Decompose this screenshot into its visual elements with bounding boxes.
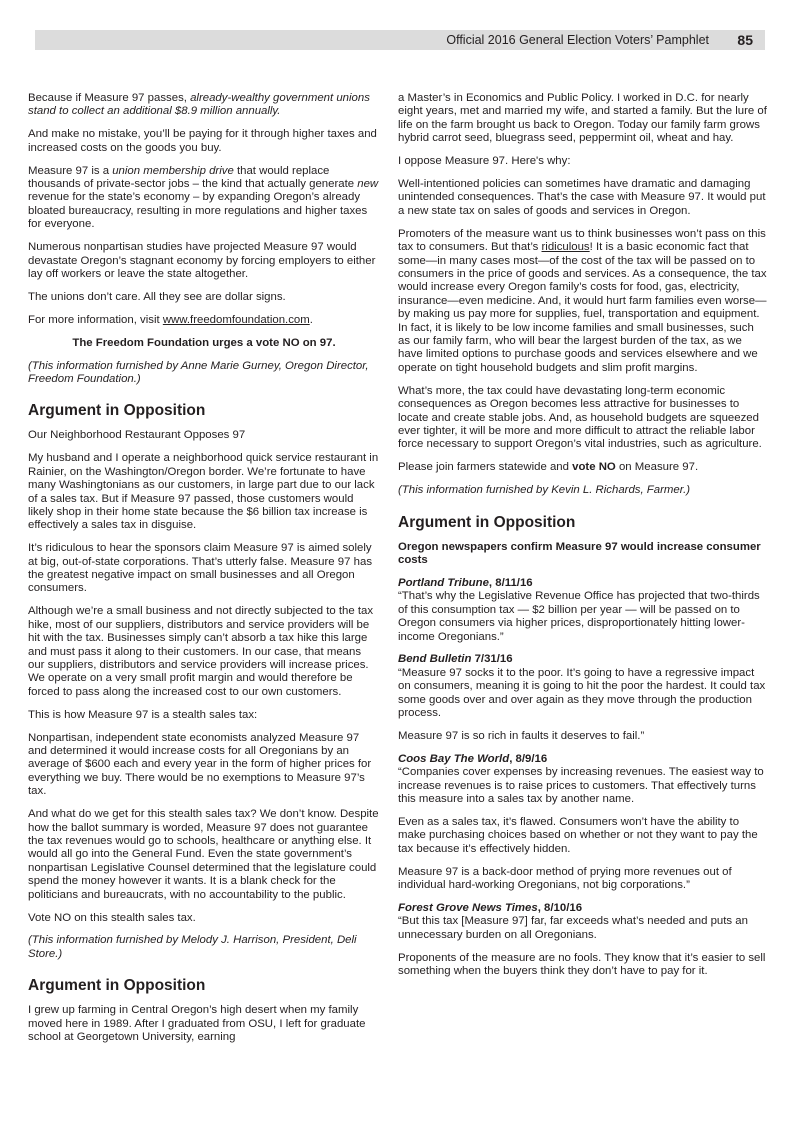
text-run: Although we’re a small business and not directly subjected to the tax hike, most of our suppliers, distributors and service providers will be hit with the tax. Businesses simply can’t absorb a tax hike this large and must pass it along to their customers. In our case, that means our suppliers, distributors and service providers will increase prices. We operate on a very small profit margin and would therefore be forced to pass along the increased cost to our own customers. bbox=[28, 605, 374, 698]
text-run: Coos Bay The World bbox=[398, 752, 510, 765]
text-run: Nonpartisan, independent state economists analyzed Measure 97 and determined it would increase costs for all Oregonians by an average of $600 each and every year in the form of higher prices for everything we buy. There would be no exemptions to Measure 97’s tax. bbox=[28, 731, 372, 798]
text-run: already-wealthy government unions stand to collect an additional $8.9 million annually. bbox=[28, 92, 370, 118]
text-run: What’s more, the tax could have devastating long-term economic consequences as Oregon becomes less attractive for businesses to locate and create stable jobs. And, as household budgets are squeezed ever tighter, it will be more and more difficult to attract the reliable labor force necessary to support Oregon’s vital industries, such as agriculture. bbox=[398, 384, 762, 451]
text-run: This is how Measure 97 is a stealth sales tax: bbox=[28, 708, 258, 721]
text-run: Please join farmers statewide and bbox=[398, 461, 573, 474]
text-run: . bbox=[309, 313, 313, 326]
paragraph bbox=[28, 291, 380, 304]
website-link[interactable]: www.freedomfoundation.com bbox=[162, 313, 310, 326]
paragraph bbox=[398, 816, 768, 856]
text-run: Proponents of the measure are no fools. They know that it’s easier to sell something when the buyers think they don’t have to pay for it. bbox=[398, 951, 766, 978]
paragraph bbox=[28, 542, 380, 596]
text-run: Argument in Opposition bbox=[28, 402, 206, 420]
text-run: I grew up farming in Central Oregon’s high desert when my family moved here in 1989. After I graduated from OSU, I left for graduate school at Georgetown University, earning bbox=[28, 1004, 366, 1044]
paragraph bbox=[28, 128, 380, 155]
paragraph bbox=[28, 165, 380, 232]
text-run: ridiculous bbox=[541, 241, 590, 254]
paragraph bbox=[28, 452, 380, 532]
text-run: I oppose Measure 97. Here's why: bbox=[398, 155, 571, 168]
text-run: (This information furnished by Melody J. Harrison, President, Deli Store.) bbox=[28, 934, 357, 960]
text-run: “That’s why the Legislative Revenue Office has projected that two-thirds of this consumption tax — $2 billion per year — will be passed on to Oregon consumers via higher prices, disproportionately hitting lower-income Oregonians.” bbox=[398, 590, 760, 643]
text-run: that would replace thousands of private-sector jobs – the kind that actually generate bbox=[28, 164, 358, 191]
text-run: Measure 97 is so rich in faults it deserves to fail.” bbox=[398, 729, 645, 742]
paragraph bbox=[398, 92, 768, 146]
paragraph bbox=[28, 92, 380, 119]
text-run: ! It is a basic economic fact that some—in many cases most—of the cost of the tax will be passed on to consumers in the price of goods and services. As a consequence, the tax would increase every Oregon family’s costs for food, gas, electricity, insurance—even medicine. And, it would hurt farm families even worse—by making us pay more for supplies, fuel, transportation and equipment. In fact, it is likely to be low income families and small businesses, such as our family farm, who will bear the largest burden of the tax, as we have limited options to purchase goods and services elsewhere and we operate on tight household budgets and slim profit margins. bbox=[398, 241, 767, 374]
text-run: a Master’s in Economics and Public Policy. I worked in D.C. for nearly eight years, met and married my wife, and started a family. But the lure of life on the farm brought us back to Oregon. Today our family farm grows hybrid carrot seed, bluegrass seed, peppermint oil, wheat and hay. bbox=[398, 92, 767, 145]
source-citation bbox=[398, 753, 768, 766]
paragraph bbox=[398, 461, 768, 474]
paragraph bbox=[398, 385, 768, 452]
paragraph bbox=[398, 667, 768, 721]
text-run: Well-intentioned policies can sometimes have dramatic and damaging unintended consequences. That’s the case with Measure 97. It would put a new state tax on sales of goods and services in Oregon. bbox=[398, 178, 766, 217]
text-run: Portland Tribune bbox=[398, 576, 489, 589]
paragraph bbox=[398, 178, 768, 218]
paragraph bbox=[28, 360, 380, 387]
endorsement-line bbox=[28, 337, 380, 350]
text-run: revenue for the state’s economy – by expanding Oregon’s already bloated bureaucracy, resulting in more regulations and higher taxes for everyone. bbox=[28, 191, 368, 231]
paragraph bbox=[28, 709, 380, 722]
paragraph bbox=[28, 912, 380, 925]
text-run: It’s ridiculous to hear the sponsors claim Measure 97 is aimed solely at big, out-of-state corporations. That’s utterly false. Measure 97 has the greatest negative impact on small businesses and all Oregon consumers. bbox=[28, 542, 373, 595]
paragraph bbox=[28, 605, 380, 699]
paragraph bbox=[398, 915, 768, 942]
text-run: “Measure 97 socks it to the poor. It’s going to have a regressive impact on consumers, meaning it is going to hit the poor the hardest. It could tax some goods over and over again as they move through the production process. bbox=[398, 666, 766, 720]
paragraph bbox=[28, 429, 380, 442]
paragraph bbox=[28, 808, 380, 902]
text-run: Our Neighborhood Restaurant Opposes 97 bbox=[28, 429, 246, 442]
text-run: Promoters of the measure want us to think businesses won’t pass on this tax to consumers. But that’s bbox=[398, 227, 766, 254]
text-run: The Freedom Foundation urges a vote NO on 97. bbox=[72, 336, 336, 349]
text-run: Vote NO on this stealth sales tax. bbox=[28, 911, 196, 924]
paragraph bbox=[398, 590, 768, 644]
text-run: Even as a sales tax, it’s flawed. Consumers won’t have the ability to make purchasing choices based on whether or not they want to pay the tax because it’s effectively hidden. bbox=[398, 815, 758, 855]
section-heading bbox=[28, 402, 380, 420]
text-run: “But this tax [Measure 97] far, far exceeds what’s needed and puts an unnecessary burden on all Oregonians. bbox=[398, 915, 748, 941]
text-run: And make no mistake, you’ll be paying for it through higher taxes and increased costs on the goods you buy. bbox=[28, 128, 377, 154]
text-run: (This information furnished by Anne Marie Gurney, Oregon Director, Freedom Foundation.) bbox=[28, 359, 369, 385]
text-run: The unions don’t care. All they see are dollar signs. bbox=[28, 290, 286, 303]
text-run: (This information furnished by Kevin L. Richards, Farmer.) bbox=[398, 484, 691, 497]
paragraph bbox=[28, 1004, 380, 1044]
text-run: For more information, visit bbox=[28, 313, 163, 326]
paragraph bbox=[398, 952, 768, 979]
text-run: Argument in Opposition bbox=[398, 513, 576, 531]
text-run: on Measure 97. bbox=[615, 461, 699, 474]
text-run: 7/31/16 bbox=[471, 653, 513, 666]
text-run: vote NO bbox=[572, 461, 616, 474]
text-run: , 8/10/16 bbox=[537, 902, 583, 914]
paragraph bbox=[398, 730, 768, 743]
page-number: 85 bbox=[737, 32, 753, 48]
text-run: My husband and I operate a neighborhood quick service restaurant in Rainier, on the Washington/Oregon border. We’re fortunate to have many Washingtonians as our customers, in large part due to our lack of a sales tax. But if Measure 97 passed, those customers would likely shop in their home state because the $6 billion tax increase is effectively a sales tax in disguise. bbox=[28, 452, 379, 532]
paragraph bbox=[398, 484, 768, 497]
text-run: Because if Measure 97 passes, bbox=[28, 92, 191, 104]
paragraph bbox=[398, 541, 768, 568]
text-run: , 8/11/16 bbox=[488, 576, 533, 589]
section-heading bbox=[398, 514, 768, 532]
text-run: , 8/9/16 bbox=[509, 752, 548, 765]
paragraph bbox=[28, 314, 380, 327]
text-run: new bbox=[357, 178, 379, 191]
source-citation bbox=[398, 577, 768, 590]
right-column bbox=[398, 92, 768, 988]
paragraph bbox=[28, 732, 380, 799]
text-run: Oregon newspapers confirm Measure 97 would increase consumer costs bbox=[398, 540, 761, 566]
paragraph bbox=[398, 766, 768, 806]
publication-title: Official 2016 General Election Voters’ Pamphlet bbox=[446, 33, 709, 47]
text-run: And what do we get for this stealth sales tax? We don’t know. Despite how the ballot summary is worded, Measure 97 does not guarantee the tax revenues would go to schools, healthcare or anything else. It would all go into the General Fund. Even the state government’s nonpartisan Legislative Counsel determined that the legislature could spend the money however it wants. It is a blank check for the politicians and bureaucrats, with no accountability to the public. bbox=[28, 808, 379, 901]
text-run: Argument in Opposition bbox=[28, 977, 206, 995]
text-run: Forest Grove News Times bbox=[398, 902, 538, 914]
text-run: union membership drive bbox=[112, 164, 234, 177]
source-citation bbox=[398, 653, 768, 666]
text-run: “Companies cover expenses by increasing revenues. The easiest way to increase revenues is to raise prices to customers. That effectively turns this measure into a sales tax by another name. bbox=[398, 766, 764, 806]
paragraph bbox=[28, 934, 380, 961]
left-column bbox=[28, 92, 380, 1054]
text-run: Numerous nonpartisan studies have projected Measure 97 would devastate Oregon’s stagnant economy by forcing employers to either lay off workers or leave the state altogether. bbox=[28, 241, 376, 280]
text-run: Bend Bulletin bbox=[398, 653, 472, 666]
section-heading bbox=[28, 977, 380, 995]
paragraph bbox=[398, 155, 768, 168]
source-citation bbox=[398, 902, 768, 915]
text-run: Measure 97 is a back-door method of prying more revenues out of individual hard-working Oregonians, not big corporations.” bbox=[398, 865, 732, 892]
text-run: Measure 97 is a bbox=[28, 164, 113, 177]
paragraph bbox=[28, 241, 380, 281]
paragraph bbox=[398, 228, 768, 375]
page-header-bar bbox=[35, 30, 765, 50]
paragraph bbox=[398, 866, 768, 893]
